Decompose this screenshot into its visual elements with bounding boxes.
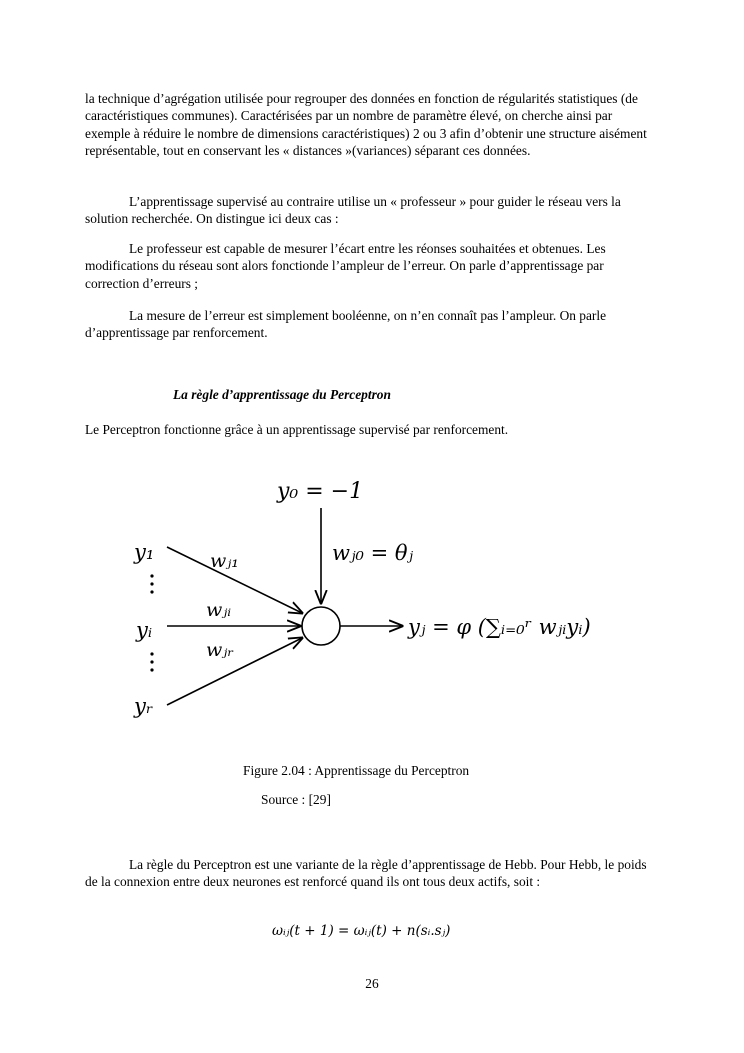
ellipsis-dots-lower bbox=[150, 652, 153, 671]
figure-source: Source : [29] bbox=[261, 792, 331, 807]
output-formula: yⱼ = φ (∑ᵢ₌₀ʳ wⱼᵢyᵢ) bbox=[408, 615, 591, 639]
weight-label-1: wⱼ₁ bbox=[210, 550, 239, 572]
bias-label: y₀ = −1 bbox=[277, 479, 364, 504]
input-label-1: y₁ bbox=[134, 540, 155, 564]
input-arrow-r bbox=[167, 638, 302, 705]
hebb-formula: ωᵢⱼ(t + 1) = ωᵢⱼ(t) + n(sᵢ.sⱼ) bbox=[272, 923, 451, 939]
weight-label-i: wⱼᵢ bbox=[206, 599, 232, 621]
input-label-r: yᵣ bbox=[134, 694, 154, 718]
page-number: 26 bbox=[365, 976, 379, 991]
neuron-node bbox=[302, 607, 340, 645]
input-label-i: yᵢ bbox=[136, 618, 153, 642]
paragraph-error-correction: Le professeur est capable de mesurer l’écart entre les réonses souhaitées et obtenues. Les modifications du réseau sont alors fonctionde l’ampleur de l’erreur. On parle d’apprentissage par correction d’erreurs ; bbox=[85, 241, 606, 291]
paragraph-supervised: L’apprentissage supervisé au contraire utilise un « professeur » pour guider le réseau vers la solution recherchée. On distingue ici deux cas : bbox=[85, 194, 621, 227]
bias-weight-label: wⱼ₀ = θⱼ bbox=[332, 541, 414, 565]
paragraph-hebb: La règle du Perceptron est une variante de la règle d’apprentissage de Hebb. Pour Hebb, le poids de la connexion entre deux neurones est renforcé quand ils ont tous deux actifs, soit : bbox=[85, 857, 647, 890]
ellipsis-dots-upper bbox=[150, 574, 153, 593]
section-heading: La règle d’apprentissage du Perceptron bbox=[173, 387, 391, 402]
paragraph-reinforcement: La mesure de l’erreur est simplement booléenne, on n’en connaît pas l’ampleur. On parle d’apprentissage par renforcement. bbox=[85, 308, 607, 341]
paragraph-clustering: la technique d’agrégation utilisée pour regrouper des données en fonction de régularités statistiques (de caractéristiques communes). Caractérisées par un nombre de paramètre élevé, on cherche ainsi par exemple à réduire le nombre de dimensions caractéristiques) 2 ou 3 afin d’obtenir une structure aisément représentable, tout en conservant les « distances »(variances) séparant ces données. bbox=[85, 91, 647, 159]
weight-label-r: wⱼᵣ bbox=[206, 639, 234, 661]
perceptron-diagram bbox=[120, 470, 630, 730]
paragraph-perceptron-intro: Le Perceptron fonctionne grâce à un apprentissage supervisé par renforcement. bbox=[85, 422, 509, 437]
figure-caption: Figure 2.04 : Apprentissage du Perceptron bbox=[243, 763, 470, 778]
